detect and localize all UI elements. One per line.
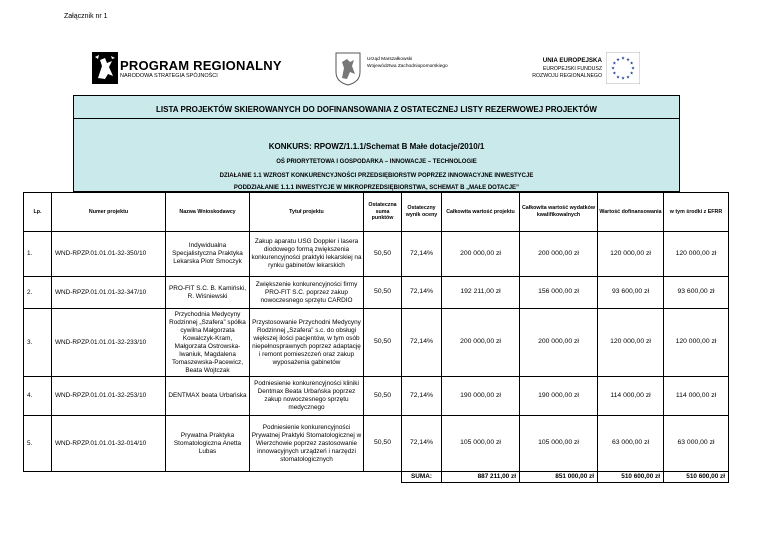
eu-line3: ROZWOJU REGIONALNEGO bbox=[532, 73, 602, 79]
column-header: Całkowita wartość projektu bbox=[442, 193, 520, 232]
eu-star-icon: ★ bbox=[610, 65, 616, 71]
cell-tytul: Zakup aparatu USG Doppler i lasera diodowego formą zwiększenia konkurencyjności praktyki lekarskiej na rynku gabinetów lekarskich bbox=[250, 232, 364, 277]
cell-numer: WND-RPZP.01.01.01-32-347/10 bbox=[52, 277, 166, 309]
cell-wynik: 72,14% bbox=[402, 232, 442, 277]
cell-punkty: 50,50 bbox=[364, 377, 402, 416]
program-regionalny-title: PROGRAM REGIONALNY bbox=[120, 58, 282, 73]
dzialanie: DZIAŁANIE 1.1 WZROST KONKURENCYJNOŚCI PRZEDSIĘBIORSTW POPRZEZ INNOWACYJNE INWESTYCJE bbox=[219, 173, 534, 179]
cell-lp: 3. bbox=[24, 309, 52, 377]
cell-wnioskodawca: Prywatna Praktyka Stomatologiczna Anetta Lubas bbox=[166, 416, 250, 472]
eu-star-icon: ★ bbox=[615, 74, 621, 80]
table-row bbox=[24, 377, 729, 416]
eu-star-icon: ★ bbox=[612, 70, 617, 76]
column-header: Tytuł projektu bbox=[250, 193, 364, 232]
cell-numer: WND-RPZP.01.01.01-32-253/10 bbox=[52, 377, 166, 416]
cell-kwalifikowalne: 190 000,00 zł bbox=[520, 377, 598, 416]
cell-wnioskodawca: PRO-FIT S.C. B. Kamiński, R. Wiśniewski bbox=[166, 277, 250, 309]
column-header: Ostateczny wynik oceny bbox=[402, 193, 442, 232]
cell-wartosc: 200 000,00 zł bbox=[442, 309, 520, 377]
cell-lp: 4. bbox=[24, 377, 52, 416]
program-regionalny-logo bbox=[92, 50, 282, 84]
column-header: Lp. bbox=[24, 193, 52, 232]
cell-dofinansowanie: 93 600,00 zł bbox=[598, 277, 664, 309]
sum-spacer bbox=[52, 472, 166, 483]
griffin-crest-icon bbox=[335, 52, 361, 86]
cell-wnioskodawca: Indywidualna Specjalistyczna Praktyka Lekarska Piotr Smoczyk bbox=[166, 232, 250, 277]
cell-dofinansowanie: 120 000,00 zł bbox=[598, 309, 664, 377]
cell-tytul: Przystosowanie Przychodni Medycyny Rodzinnej „Szafera” s.c. do obsługi większej ilości pacjentów, w tym osób niepełnosprawnych poprzez adaptację i remont pomieszczeń oraz zakup wyposażenia gabinetów bbox=[250, 309, 364, 377]
eu-star-icon: ★ bbox=[615, 56, 621, 62]
cell-efrr: 120 000,00 zł bbox=[664, 309, 729, 377]
cell-kwalifikowalne: 105 000,00 zł bbox=[520, 416, 598, 472]
sum-dofinansowanie: 510 600,00 zł bbox=[598, 472, 664, 483]
eu-flag-icon bbox=[606, 52, 640, 84]
table-row bbox=[24, 232, 729, 277]
cell-efrr: 63 000,00 zł bbox=[664, 416, 729, 472]
column-header: Numer projektu bbox=[52, 193, 166, 232]
table-row bbox=[24, 416, 729, 472]
cell-lp: 1. bbox=[24, 232, 52, 277]
cell-numer: WND-RPZP.01.01.01-32-014/10 bbox=[52, 416, 166, 472]
eu-line1: UNIA EUROPEJSKA bbox=[542, 57, 602, 64]
sum-efrr: 510 600,00 zł bbox=[664, 472, 729, 483]
cell-tytul: Podniesienie konkurencyjności kliniki Dentmax Beata Urbańska poprzez zakup nowoczesnego sprzętu medycznego bbox=[250, 377, 364, 416]
column-header: Wartość dofinansowania bbox=[598, 193, 664, 232]
cell-efrr: 120 000,00 zł bbox=[664, 232, 729, 277]
attachment-label: Załącznik nr 1 bbox=[64, 13, 108, 20]
cell-dofinansowanie: 63 000,00 zł bbox=[598, 416, 664, 472]
cell-lp: 5. bbox=[24, 416, 52, 472]
list-title: LISTA PROJEKTÓW SKIEROWANYCH DO DOFINANSOWANIA Z OSTATECZNEJ LISTY REZERWOWEJ PROJEKTÓW bbox=[156, 105, 597, 114]
cell-wartosc: 192 211,00 zł bbox=[442, 277, 520, 309]
cell-wynik: 72,14% bbox=[402, 416, 442, 472]
eu-star-icon: ★ bbox=[629, 60, 634, 66]
cell-kwalifikowalne: 200 000,00 zł bbox=[520, 232, 598, 277]
sum-spacer bbox=[166, 472, 250, 483]
eu-line2: EUROPEJSKI FUNDUSZ bbox=[542, 66, 602, 72]
cell-wnioskodawca: DENTMAX beata Urbańska bbox=[166, 377, 250, 416]
table-row bbox=[24, 277, 729, 309]
eu-star-icon: ★ bbox=[612, 60, 617, 66]
column-header: w tym środki z EFRR bbox=[664, 193, 729, 232]
cell-wynik: 72,14% bbox=[402, 277, 442, 309]
cell-wnioskodawca: Przychodnia Medycyny Rodzinnej „Szafera” spółka cywilna Małgorzata Kowalczyk-Kram, Małgorzata Ostrowska-Iwaniuk, Magdalena Tomaszewska-Pacewicz, Beata Wojtczak bbox=[166, 309, 250, 377]
konkurs-title: KONKURS: RPOWZ/1.1.1/Schemat B Małe dotacje/2010/1 bbox=[268, 142, 485, 151]
sum-row bbox=[24, 472, 729, 483]
cell-tytul: Podniesienie konkurencyjności Prywatnej Praktyki Stomatologicznej w Wierzchowie poprzez zastosowanie innowacyjnych urządzeń i narzędzi stomatologicznych bbox=[250, 416, 364, 472]
urzad-line2: Województwa Zachodniopomorskiego bbox=[367, 64, 448, 69]
cell-wynik: 72,14% bbox=[402, 377, 442, 416]
cell-wynik: 72,14% bbox=[402, 309, 442, 377]
cell-kwalifikowalne: 200 000,00 zł bbox=[520, 309, 598, 377]
sum-spacer bbox=[364, 472, 402, 483]
urzad-marszalkowski-logo bbox=[335, 52, 465, 86]
eu-star-icon: ★ bbox=[630, 65, 636, 71]
cell-punkty: 50,50 bbox=[364, 416, 402, 472]
projects-table bbox=[23, 192, 729, 483]
cell-numer: WND-RPZP.01.01.01-32-233/10 bbox=[52, 309, 166, 377]
program-regionalny-subtitle: NARODOWA STRATEGIA SPÓJNOŚCI bbox=[120, 73, 218, 79]
eu-star-icon: ★ bbox=[625, 56, 631, 62]
cell-punkty: 50,50 bbox=[364, 277, 402, 309]
cell-wartosc: 200 000,00 zł bbox=[442, 232, 520, 277]
eu-star-icon: ★ bbox=[620, 75, 626, 81]
header-divider bbox=[74, 118, 679, 119]
cell-dofinansowanie: 114 000,00 zł bbox=[598, 377, 664, 416]
table-row bbox=[24, 309, 729, 377]
cell-numer: WND-RPZP.01.01.01-32-350/10 bbox=[52, 232, 166, 277]
column-header: Całkowita wartość wydatków kwalifikowalnych bbox=[520, 193, 598, 232]
column-header: Nazwa Wnioskodawcy bbox=[166, 193, 250, 232]
sum-wartosc: 887 211,00 zł bbox=[442, 472, 520, 483]
cell-lp: 2. bbox=[24, 277, 52, 309]
sum-spacer bbox=[250, 472, 364, 483]
os-priorytetowa: OŚ PRIORYTETOWA I GOSPODARKA – INNOWACJE – TECHNOLOGIE bbox=[276, 159, 477, 165]
poddzialanie: PODDZIAŁANIE 1.1.1 INWESTYCJE W MIKROPRZEDSIĘBIORSTWA, SCHEMAT B „MAŁE DOTACJE” bbox=[233, 185, 520, 191]
sum-kwalifikowalne: 851 000,00 zł bbox=[520, 472, 598, 483]
cell-wartosc: 190 000,00 zł bbox=[442, 377, 520, 416]
list-header bbox=[73, 95, 680, 192]
cell-tytul: Zwiększenie konkurencyjności firmy PRO-FIT S.C. poprzez zakup nowoczesnego sprzętu CARDIO bbox=[250, 277, 364, 309]
program-regionalny-mark-icon bbox=[92, 52, 118, 84]
cell-efrr: 114 000,00 zł bbox=[664, 377, 729, 416]
cell-wartosc: 105 000,00 zł bbox=[442, 416, 520, 472]
cell-punkty: 50,50 bbox=[364, 309, 402, 377]
cell-kwalifikowalne: 156 000,00 zł bbox=[520, 277, 598, 309]
eu-star-icon: ★ bbox=[629, 70, 634, 76]
eu-star-icon: ★ bbox=[620, 55, 626, 61]
column-header: Ostateczna suma punktów bbox=[364, 193, 402, 232]
table-header-row bbox=[24, 193, 729, 232]
cell-efrr: 93 600,00 zł bbox=[664, 277, 729, 309]
sum-spacer bbox=[24, 472, 52, 483]
cell-punkty: 50,50 bbox=[364, 232, 402, 277]
urzad-line1: Urząd Marszałkowski bbox=[367, 57, 413, 62]
cell-dofinansowanie: 120 000,00 zł bbox=[598, 232, 664, 277]
eu-logo bbox=[520, 47, 638, 89]
eu-star-icon: ★ bbox=[625, 74, 631, 80]
sum-label: SUMA: bbox=[402, 472, 442, 483]
